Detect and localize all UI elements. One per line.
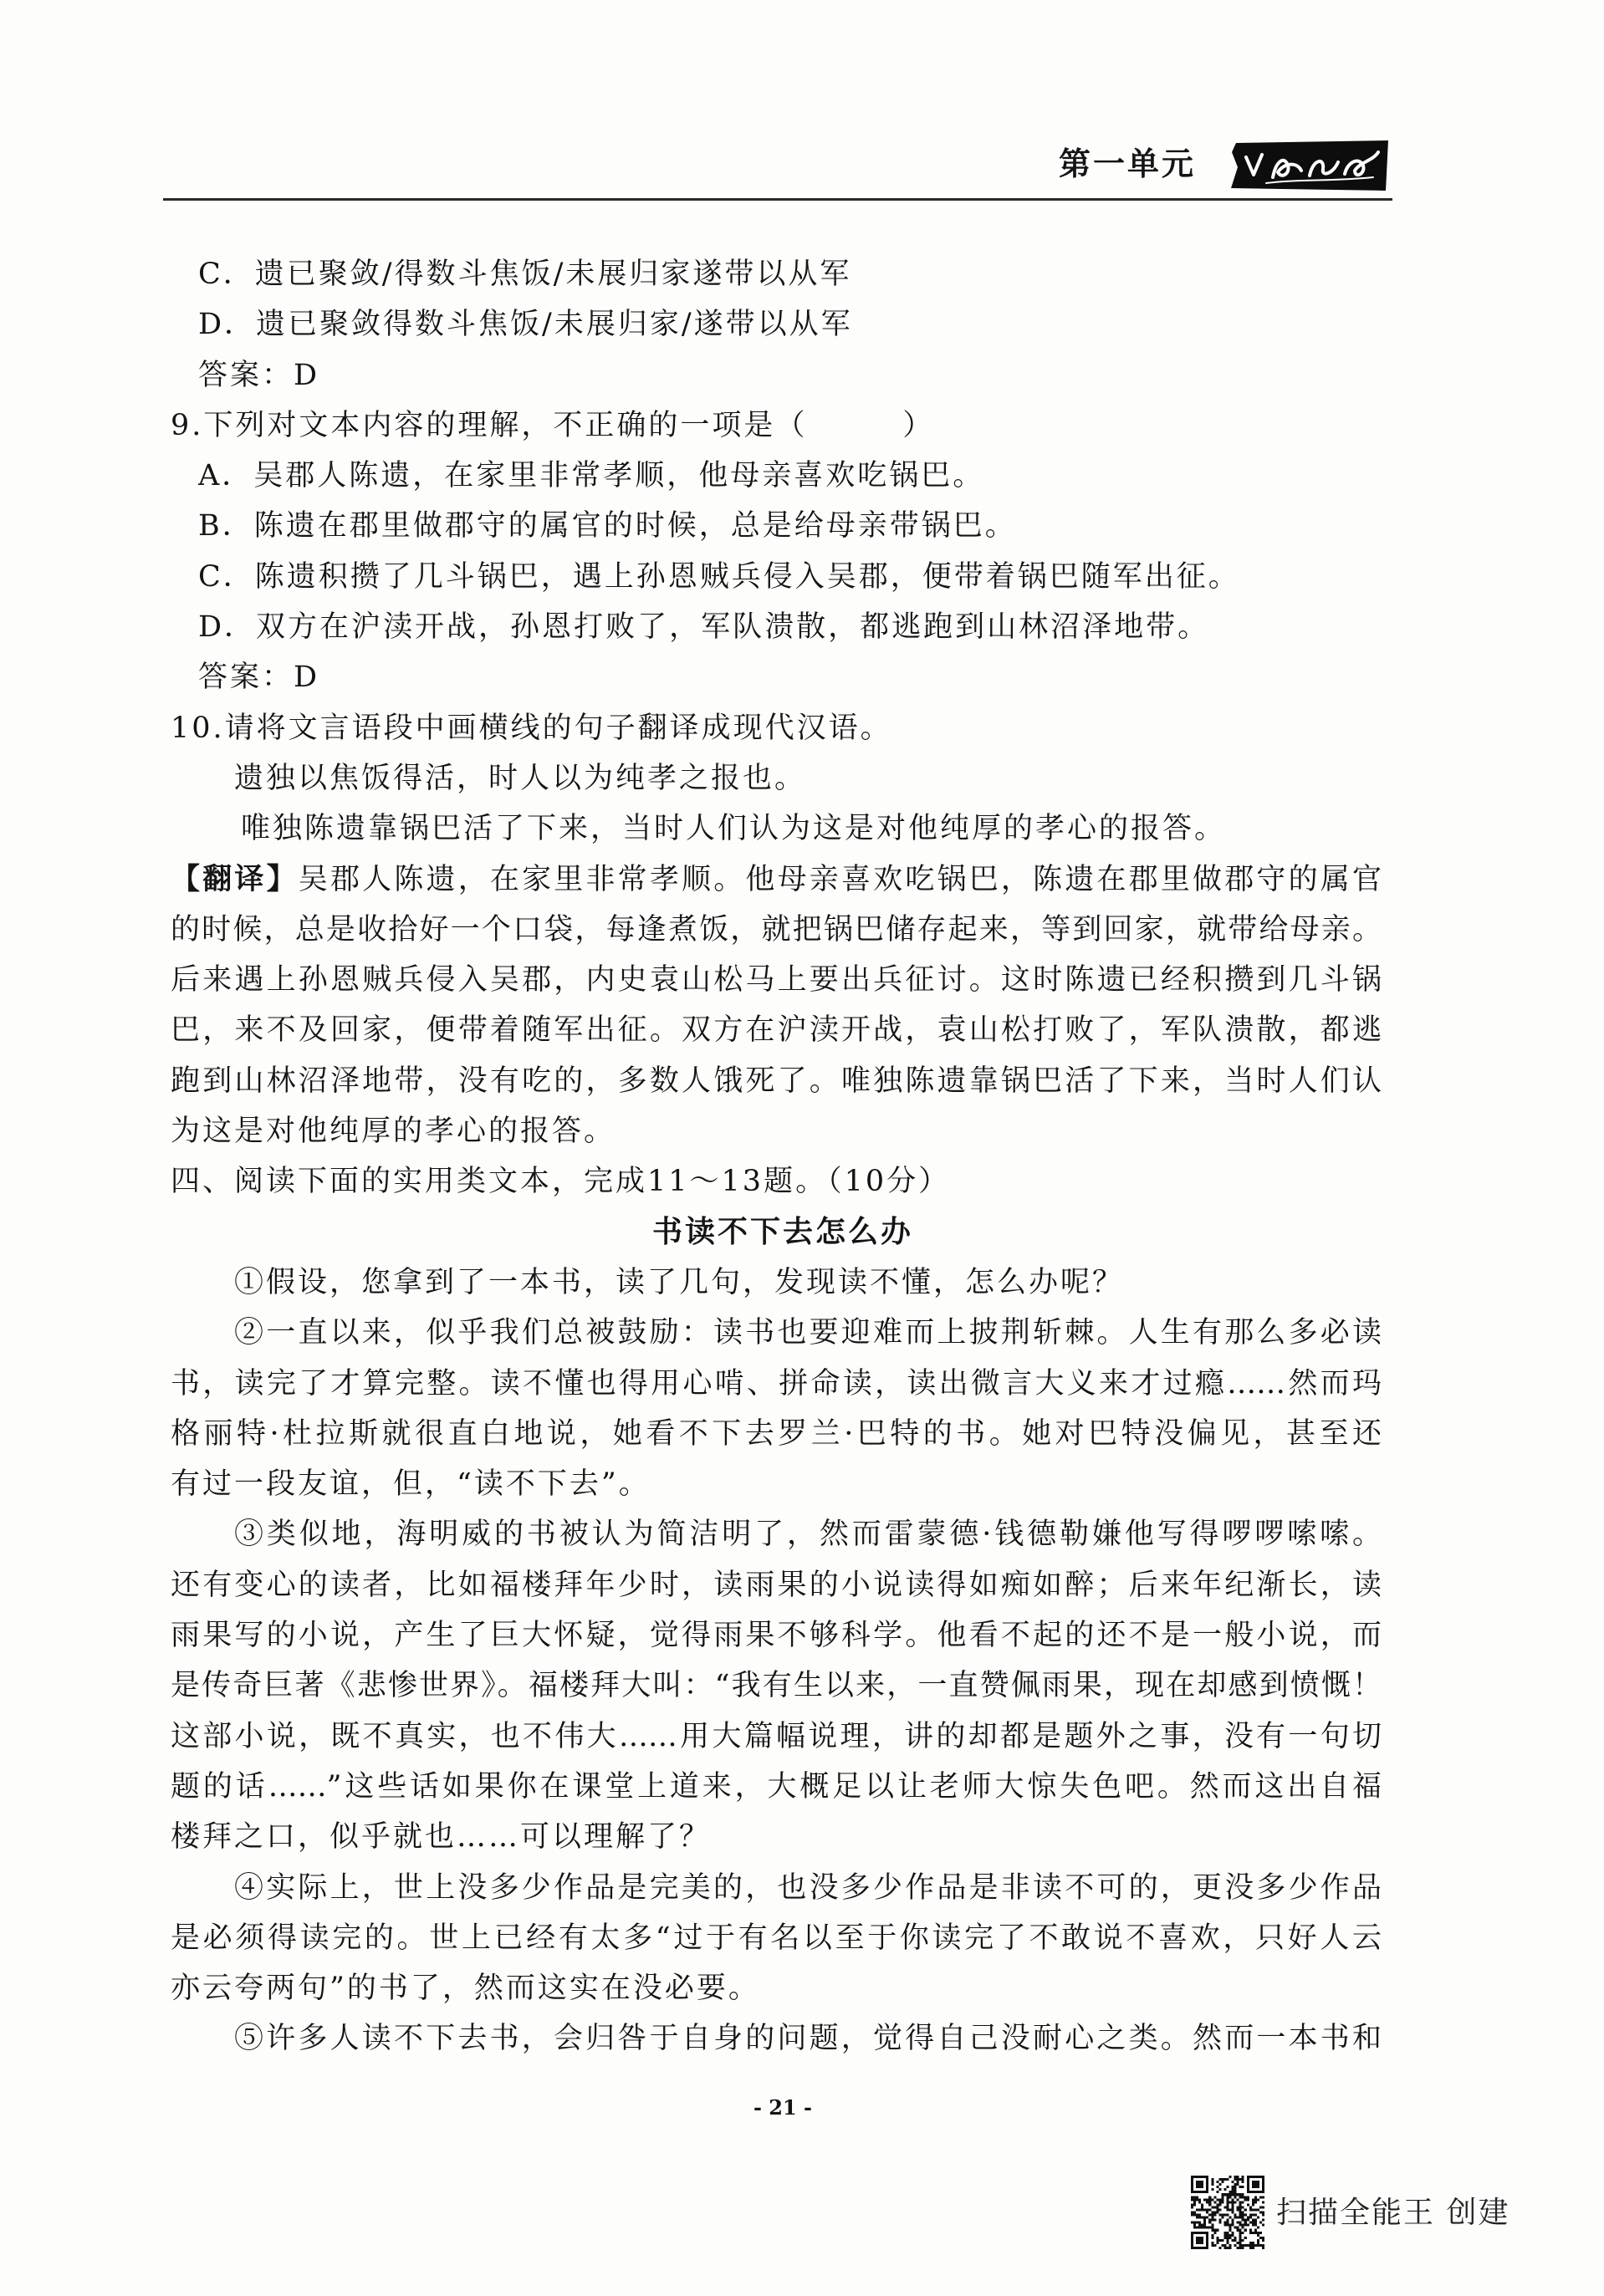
article-paragraph-3-line: 题的话……”这些话如果你在课堂上道来，大概足以让老师大惊失色吧。然而这出自福 [171,1769,1382,1804]
q8-answer: 答案：D [198,358,320,392]
q10-answer-translation: 唯独陈遗靠锅巴活了下来，当时人们认为这是对他纯厚的孝心的报答。 [241,812,1227,846]
article-paragraph-3-line: 这部小说，既不真实，也不伟大……用大篇幅说理，讲的却都是题外之事，没有一句切 [171,1719,1382,1753]
q9-answer: 答案：D [198,661,320,695]
q10-stem: 10.请将文言语段中画横线的句子翻译成现代汉语。 [171,711,892,745]
article-paragraph-1-line: ①假设，您拿到了一本书，读了几句，发现读不懂，怎么办呢？ [234,1265,1125,1299]
translation-line: 的时候，总是收拾好一个口袋，每逢煮饭，就把锅巴储存起来，等到回家，就带给母亲。 [171,912,1382,946]
translation-line-text: 吴郡人陈遗，在家里非常孝顺。他母亲喜欢吃锅巴，陈遗在郡里做郡守的属官 [298,862,1382,896]
q10-source-sentence: 遗独以焦饭得活，时人以为纯孝之报也。 [234,761,807,795]
translation-line: 巴，来不及回家，便带着随军出征。双方在沪渎开战，袁山松打败了，军队溃散，都逃 [171,1013,1382,1048]
q8-option-d: D．遗已聚敛得数斗焦饭/未展归家/遂带以从军 [198,308,853,342]
article-paragraph-3-line: 是传奇巨著《悲惨世界》。福楼拜大叫：“我有生以来，一直赞佩雨果，现在却感到愤慨！ [171,1669,1382,1703]
translation-line: 跑到山林沼泽地带，没有吃的，多数人饿死了。唯独陈遗靠锅巴活了下来，当时人们认 [171,1064,1382,1098]
article-paragraph-2-line: 书，读完了才算完整。读不懂也得用心啃、拼命读，读出微言大义来才过瘾……然而玛 [171,1366,1382,1401]
article-paragraph-5-line: ⑤许多人读不下去书，会归咎于自身的问题，觉得自己没耐心之类。然而一本书和 [234,2022,1382,2056]
qr-code-icon [1191,2176,1264,2249]
unit-badge-logo [1229,140,1388,191]
page-number: - 21 - [753,2095,813,2120]
article-paragraph-4-line: ④实际上，世上没多少作品是完美的，也没多少作品是非读不可的，更没多少作品 [234,1870,1382,1905]
article-paragraph-3-line: 雨果写的小说，产生了巨大怀疑，觉得雨果不够科学。他看不起的还不是一般小说，而 [171,1619,1382,1653]
q9-option-a: A．吴郡人陈遗，在家里非常孝顺，他母亲喜欢吃锅巴。 [198,459,985,493]
article-paragraph-3-line: ③类似地，海明威的书被认为简洁明了，然而雷蒙德·钱德勒嫌他写得啰啰嗦嗦。 [234,1518,1382,1552]
article-paragraph-4-line: 亦云夸两句”的书了，然而这实在没必要。 [171,1972,760,2006]
q9-option-b: B．陈遗在郡里做郡守的属官的时候，总是给母亲带锅巴。 [198,509,1017,543]
translation-label: 【翻译】 [171,861,299,896]
section-4-heading: 四、阅读下面的实用类文本，完成11～13题。（10分） [171,1165,951,1199]
q8-option-c: C．遗已聚敛/得数斗焦饭/未展归家遂带以从军 [198,258,852,291]
article-paragraph-2-line: 有过一段友谊，但，“读不下去”。 [171,1467,651,1502]
translation-line: 为这是对他纯厚的孝心的报答。 [171,1115,616,1149]
unit-title: 第一单元 [1059,145,1197,182]
article-paragraph-2-line: ②一直以来，似乎我们总被鼓励：读书也要迎难而上披荆斩棘。人生有那么多必读 [234,1316,1382,1350]
article-paragraph-2-line: 格丽特·杜拉斯就很直白地说，她看不下去罗兰·巴特的书。她对巴特没偏见，甚至还 [171,1416,1382,1451]
translation-line [171,855,1382,905]
article-paragraph-3-line: 还有变心的读者，比如福楼拜年少时，读雨果的小说读得如痴如醉；后来年纪渐长，读 [171,1568,1382,1602]
scanner-watermark: 扫描全能王 创建 [1276,2196,1510,2230]
header-rule [163,198,1392,201]
document-body [171,249,1392,2064]
q9-option-c: C．陈遗积攒了几斗锅巴，遇上孙恩贼兵侵入吴郡，便带着锅巴随军出征。 [198,559,1240,594]
article-paragraph-4-line: 是必须得读完的。世上已经有太多“过于有名以至于你读完了不敢说不喜欢，只好人云 [171,1921,1382,1955]
q9-stem: 9.下列对文本内容的理解，不正确的一项是（ ） [171,408,935,442]
translation-line: 后来遇上孙恩贼兵侵入吴郡，内史袁山松马上要出兵征讨。这时陈遗已经积攒到几斗锅 [171,963,1382,997]
article-paragraph-3-line: 楼拜之口，似乎就也……可以理解了？ [171,1820,712,1855]
article-title: 书读不下去怎么办 [651,1214,913,1249]
q9-option-d: D．双方在沪渎开战，孙恩打败了，军队溃散，都逃跑到山林沼泽地带。 [198,610,1210,645]
